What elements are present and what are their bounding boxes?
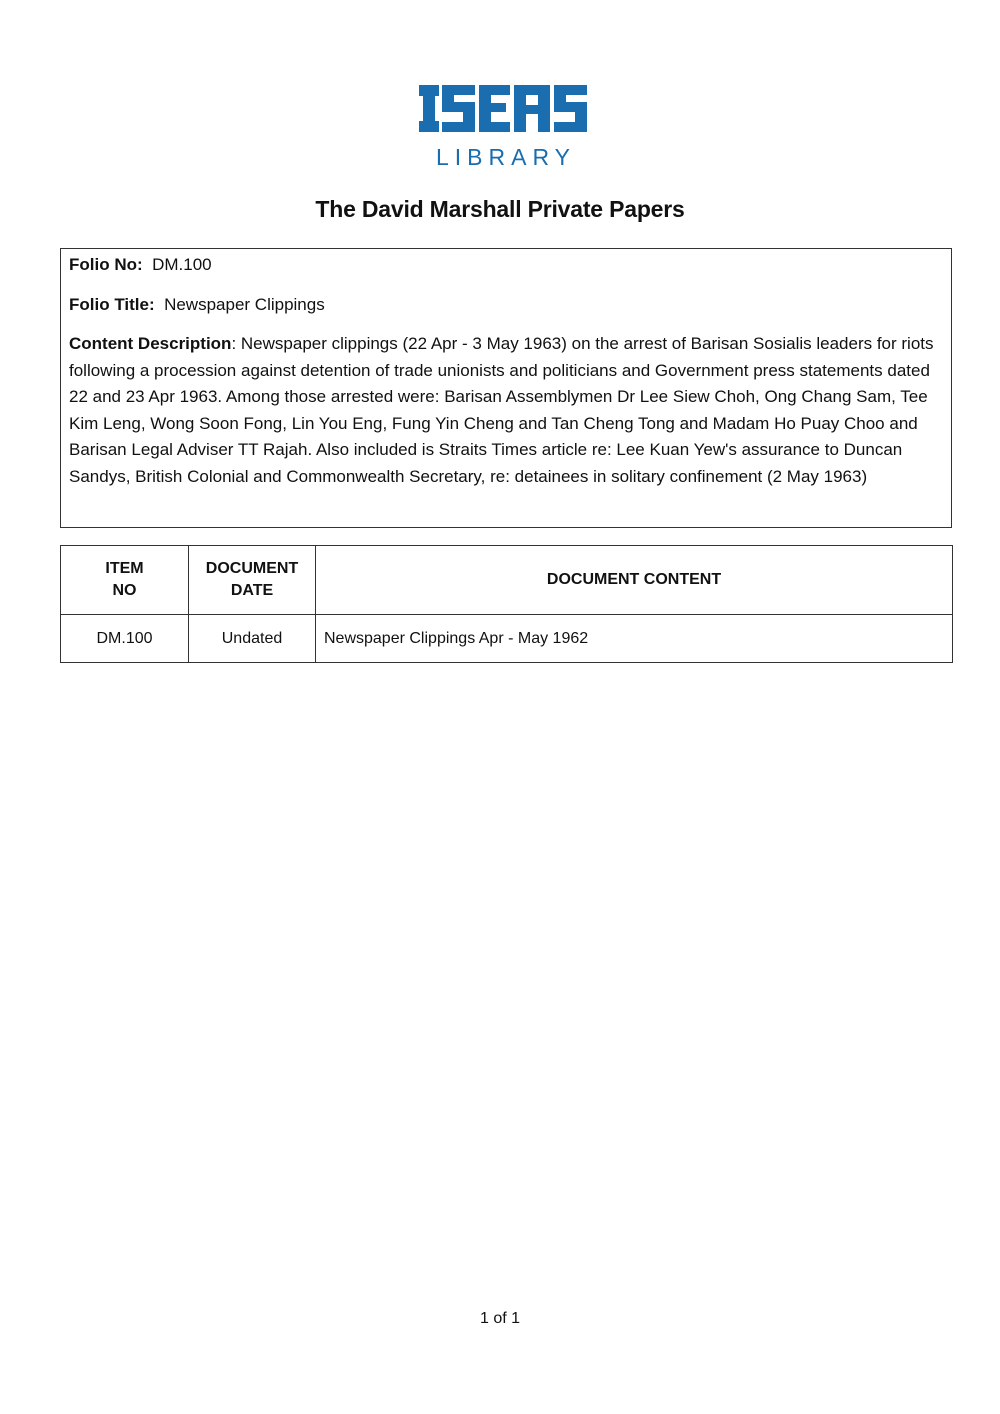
folio-title-value: Newspaper Clippings	[164, 294, 325, 314]
folio-title-line	[69, 292, 943, 319]
header-document-date	[189, 546, 316, 615]
row-document-date: Undated	[189, 615, 316, 663]
header-item-no	[61, 546, 189, 615]
page-number: 1 of 1	[479, 1310, 521, 1327]
content-description-text: : Newspaper clippings (22 Apr - 3 May 1963) on the arrest of Barisan Sosialis leaders for riots following a procession against detention of trade unionists and politicians and Government press statements dated 22 and 23 Apr 1963. Among those arrested were: Barisan Assemblymen Dr Lee Siew Choh, Ong Chang Sam, Tee Kim Leng, Wong Soon Fong, Lin You Eng, Fung Yin Cheng and Tan Cheng Tong and Madam Ho Puay Choo and Barisan Legal Adviser TT Rajah. Also included is Straits Times article re: Lee Kuan Yew's assurance to Duncan Sandys, British Colonial and Commonwealth Secretary, re: detainees in solitary confinement (2 May 1963)	[69, 334, 934, 486]
table-header-row	[61, 546, 953, 615]
header-item-no-line2: NO	[112, 582, 137, 599]
content-description-label: Content Description	[69, 334, 232, 353]
header-date-line2: DATE	[230, 582, 274, 599]
logo-subtitle: LIBRARY	[435, 144, 577, 170]
header-item-no-line1: ITEM	[105, 560, 144, 577]
row-document-content: Newspaper Clippings Apr - May 1962	[316, 615, 953, 663]
page-title: The David Marshall Private Papers	[315, 196, 685, 222]
document-items-table	[60, 545, 953, 663]
header-date-line1: DOCUMENT	[205, 560, 299, 577]
content-description	[69, 331, 943, 490]
iseas-library-logo-graphic	[410, 82, 590, 172]
folio-number-value: DM.100	[152, 255, 212, 274]
table-row	[61, 615, 953, 663]
folio-info-box	[60, 248, 952, 528]
header-document-content: DOCUMENT CONTENT	[316, 546, 953, 615]
folio-number-label: Folio No:	[69, 255, 143, 274]
folio-title-label: Folio Title:	[69, 294, 155, 314]
iseas-library-logo	[410, 82, 590, 172]
row-item-no: DM.100	[61, 615, 189, 663]
folio-number-line	[69, 252, 943, 279]
